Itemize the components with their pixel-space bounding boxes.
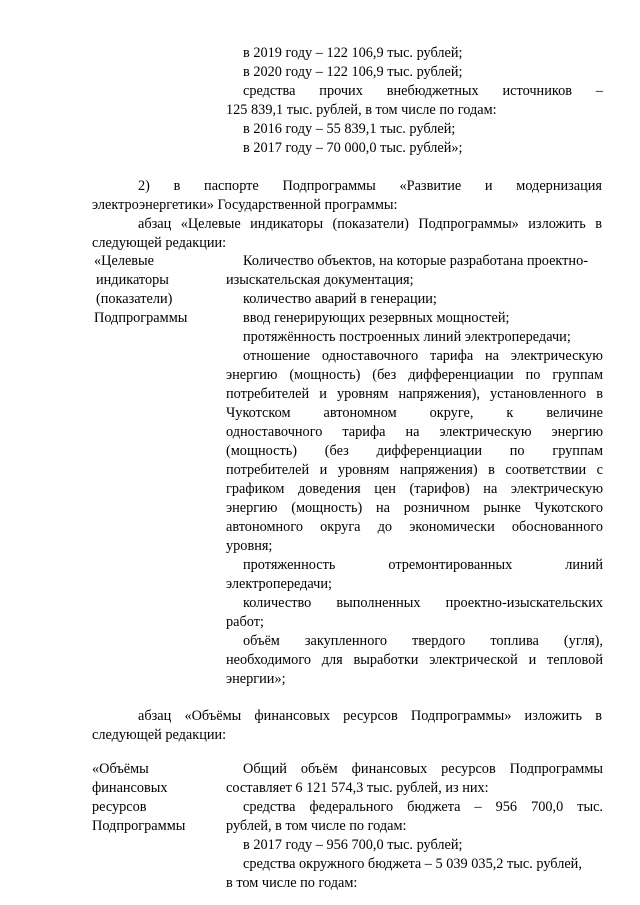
finance-label: финансовых: [92, 780, 168, 796]
indicators-label: (показатели): [96, 291, 173, 307]
indicator-line: энергию (мощность) на розничном рынке Чукотского: [226, 500, 603, 516]
finance-line: средства федерального бюджета – 956 700,0 тыс.: [243, 799, 603, 815]
finance-line: составляет 6 121 574,3 тыс. рублей, из них:: [226, 780, 489, 796]
indicator-line: Чукотском автономном округе, к величине: [226, 405, 603, 421]
paragraph-line: электроэнергетики» Государственной программы:: [92, 197, 398, 213]
text-line: 125 839,1 тыс. рублей, в том числе по годам:: [226, 102, 497, 118]
paragraph-line: следующей редакции:: [92, 727, 227, 743]
paragraph-line: следующей редакции:: [92, 235, 227, 251]
indicator-line: потребителей и уровням напряжения), установленного в: [226, 386, 603, 402]
indicator-line: количество аварий в генерации;: [243, 291, 437, 307]
text-line: в 2020 году – 122 106,9 тыс. рублей;: [243, 64, 463, 80]
text-line: в 2019 году – 122 106,9 тыс. рублей;: [243, 45, 463, 61]
indicator-line: Количество объектов, на которые разработана проектно-: [243, 253, 588, 269]
indicators-label: «Целевые: [94, 253, 155, 269]
finance-label: «Объёмы: [92, 761, 149, 777]
finance-line: Общий объём финансовых ресурсов Подпрограммы: [243, 761, 603, 777]
paragraph-line: абзац «Целевые индикаторы (показатели) Подпрограммы» изложить в: [138, 216, 602, 232]
indicator-line: автономного округа до экономически обоснованного: [226, 519, 603, 535]
indicator-line: уровня;: [226, 538, 273, 554]
indicator-line: необходимого для выработки электрической и тепловой: [226, 652, 603, 668]
indicator-line: графиком доведения цен (тарифов) на электрическую: [226, 481, 603, 497]
text-line: средства прочих внебюджетных источников –: [243, 83, 603, 99]
text-line: в 2017 году – 70 000,0 тыс. рублей»;: [243, 140, 463, 156]
indicator-line: энергии»;: [226, 671, 286, 687]
indicator-line: работ;: [226, 614, 264, 630]
indicator-line: ввод генерирующих резервных мощностей;: [243, 310, 510, 326]
indicator-line: одноставочного тарифа на электрическую энергию: [226, 424, 603, 440]
text-line: в 2016 году – 55 839,1 тыс. рублей;: [243, 121, 456, 137]
indicator-line: объём закупленного твердого топлива (угля),: [243, 633, 603, 649]
paragraph-line: абзац «Объёмы финансовых ресурсов Подпрограммы» изложить в: [138, 708, 602, 724]
indicator-line: количество выполненных проектно-изыскательских: [243, 595, 603, 611]
indicator-line: отношение одноставочного тарифа на электрическую: [243, 348, 603, 364]
finance-label: ресурсов: [92, 799, 147, 815]
finance-label: Подпрограммы: [92, 818, 186, 834]
finance-line: средства окружного бюджета – 5 039 035,2 тыс. рублей,: [243, 856, 582, 872]
indicator-line: изыскательская документация;: [226, 272, 414, 288]
indicator-line: энергию (мощность) (без дифференциации по группам: [226, 367, 603, 383]
indicator-line: (мощность) (без дифференциации по группам: [226, 443, 603, 459]
indicator-line: протяженность отремонтированных линий: [243, 557, 603, 573]
indicator-line: протяжённость построенных линий электропередачи;: [243, 329, 571, 345]
indicator-line: электропередачи;: [226, 576, 332, 592]
paragraph-line: 2) в паспорте Подпрограммы «Развитие и модернизация: [138, 178, 602, 194]
indicators-label: индикаторы: [96, 272, 169, 288]
finance-line: в том числе по годам:: [226, 875, 358, 891]
finance-line: в 2017 году – 956 700,0 тыс. рублей;: [243, 837, 463, 853]
indicator-line: потребителей и уровням напряжения) в соответствии с: [226, 462, 603, 478]
indicators-label: Подпрограммы: [94, 310, 188, 326]
finance-line: рублей, в том числе по годам:: [226, 818, 407, 834]
